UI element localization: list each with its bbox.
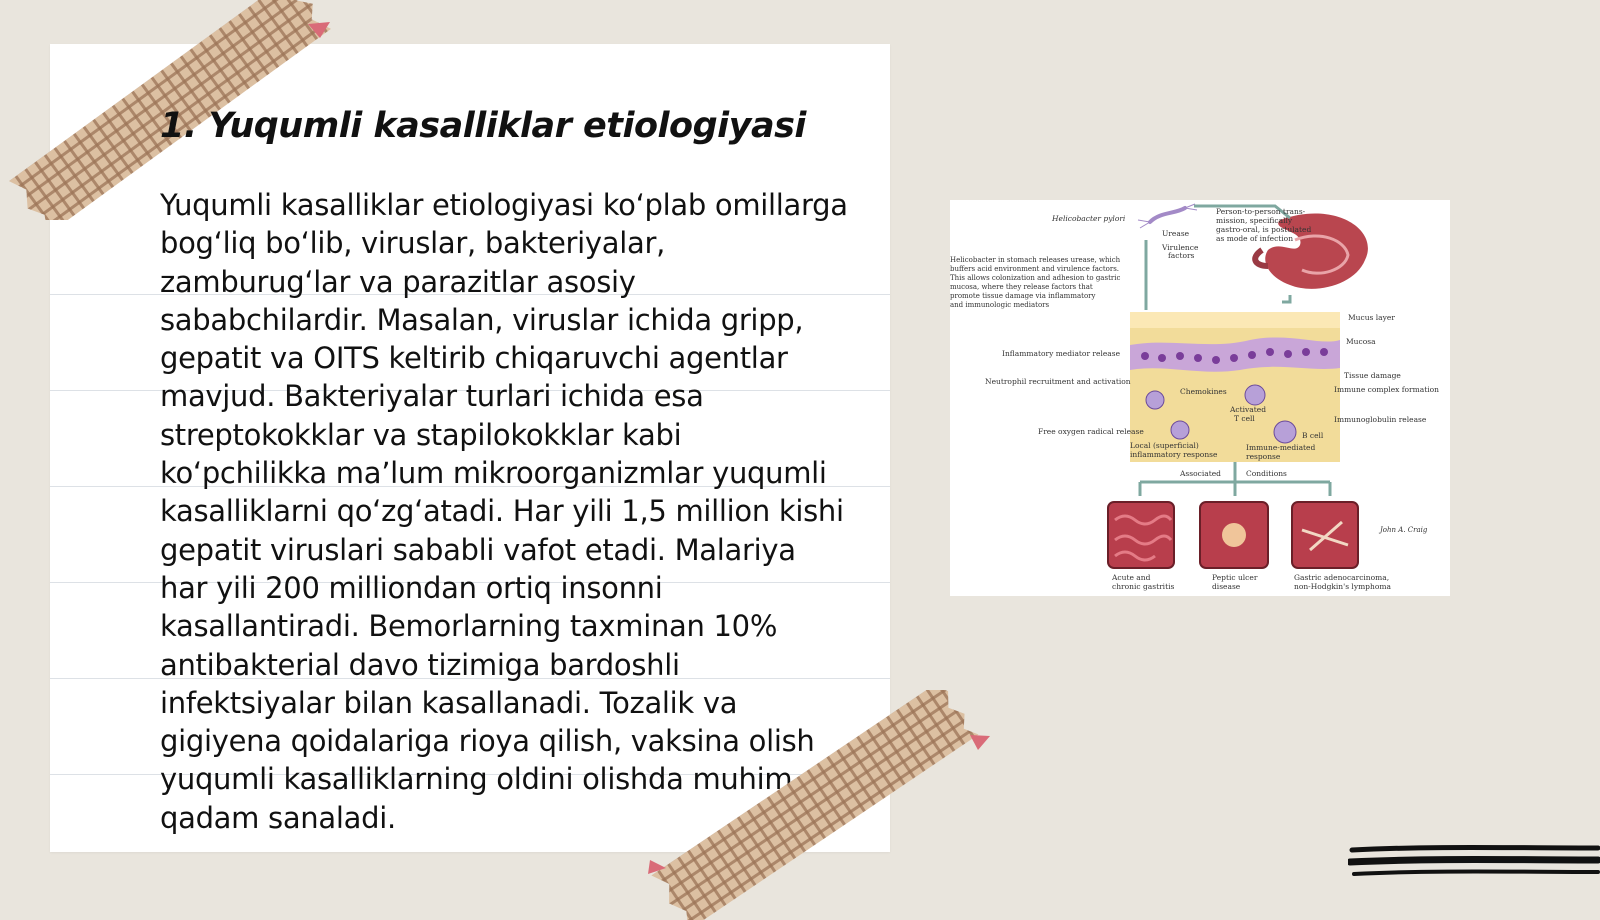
label-immune-complex: Immune complex formation (1334, 385, 1439, 394)
label-virulence: Virulence factors (1162, 243, 1199, 260)
label-associated: Associated (1180, 469, 1221, 478)
tape-corner-mark (968, 732, 992, 752)
label-local: Local (superficial) inflammatory response (1130, 441, 1218, 459)
bacterium-illustration (1138, 204, 1197, 228)
label-conditions: Conditions (1246, 469, 1287, 478)
label-mucosa: Mucosa (1346, 337, 1376, 346)
label-releases: Helicobacter in stomach releases urease, which buffers acid environment and virulence factors. This allows colonization and adhesion to gastric mucosa, where they release factors that promote tissue damage via inflammatory and immunologic mediators (950, 256, 1121, 309)
label-bcell: B cell (1302, 431, 1324, 440)
label-ulcer: Peptic ulcer disease (1212, 573, 1258, 591)
tape-corner-mark (306, 20, 332, 42)
illustrator-signature: John A. Craig (1380, 526, 1428, 534)
disease-thumbnails (1108, 502, 1358, 568)
washi-tape-bottom (625, 690, 1005, 920)
tape-corner-mark (646, 858, 670, 878)
label-activated: Activated T cell (1230, 405, 1266, 423)
label-chemokines: Chemokines (1180, 387, 1227, 396)
label-transmission: Person-to-person trans- mission, specifically gastro-oral, is postulated as mode of infection (1216, 207, 1312, 243)
label-urease: Urease (1162, 229, 1190, 238)
label-helicobacter: Helicobacter pylori (1052, 214, 1126, 223)
label-gastritis: Acute and chronic gastritis (1112, 573, 1175, 591)
label-immunoglobulin: Immunoglobulin release (1334, 415, 1427, 424)
slide-title: 1. Yuqumli kasalliklar etiologiyasi (160, 106, 806, 146)
label-inflammatory: Inflammatory mediator release (1002, 349, 1121, 358)
label-free-oxygen: Free oxygen radical release (1038, 427, 1144, 436)
label-immune-mediated: Immune-mediated response (1246, 443, 1316, 461)
slide-body-text: Yuqumli kasalliklar etiologiyasi ko‘plab omillarga bog‘liq bo‘lib, viruslar, bakteriyalar, zamburug‘lar va parazitlar asosiy sababchilardir. Masalan, viruslar ichida gripp, gepatit va OITS keltirib chiqaruvchi agentlar mavjud. Bakteriyalar turlari ichida esa streptokokklar va stapilokokklar kabi ko‘pchilikka ma’lum mikroorganizmlar yuqumli kasalliklarni qo‘zg‘atadi. Har yili 1,5 million kishi gepatit viruslari sababli vafot etadi. Malariya har yili 200 milliondan ortiq insonni kasallantiradi. Bemorlarning taxminan 10% antibakterial davo tizimiga bardoshli infektsiyalar bilan kasallanadi. Tozalik va gigiyena qoidalariga rioya qilish, vaksina olish yuqumli kasalliklarning oldini olishda muhim qadam sanaladi. (160, 188, 848, 835)
label-adeno: Gastric adenocarcinoma, non-Hodgkin's lymphoma (1294, 573, 1391, 591)
label-tissue: Tissue damage (1344, 371, 1401, 380)
brush-stroke-decoration (1348, 844, 1600, 894)
label-mucus: Mucus layer (1348, 313, 1395, 322)
pathogenesis-figure (950, 200, 1450, 596)
label-neutrophil: Neutrophil recruitment and activation (985, 377, 1131, 386)
